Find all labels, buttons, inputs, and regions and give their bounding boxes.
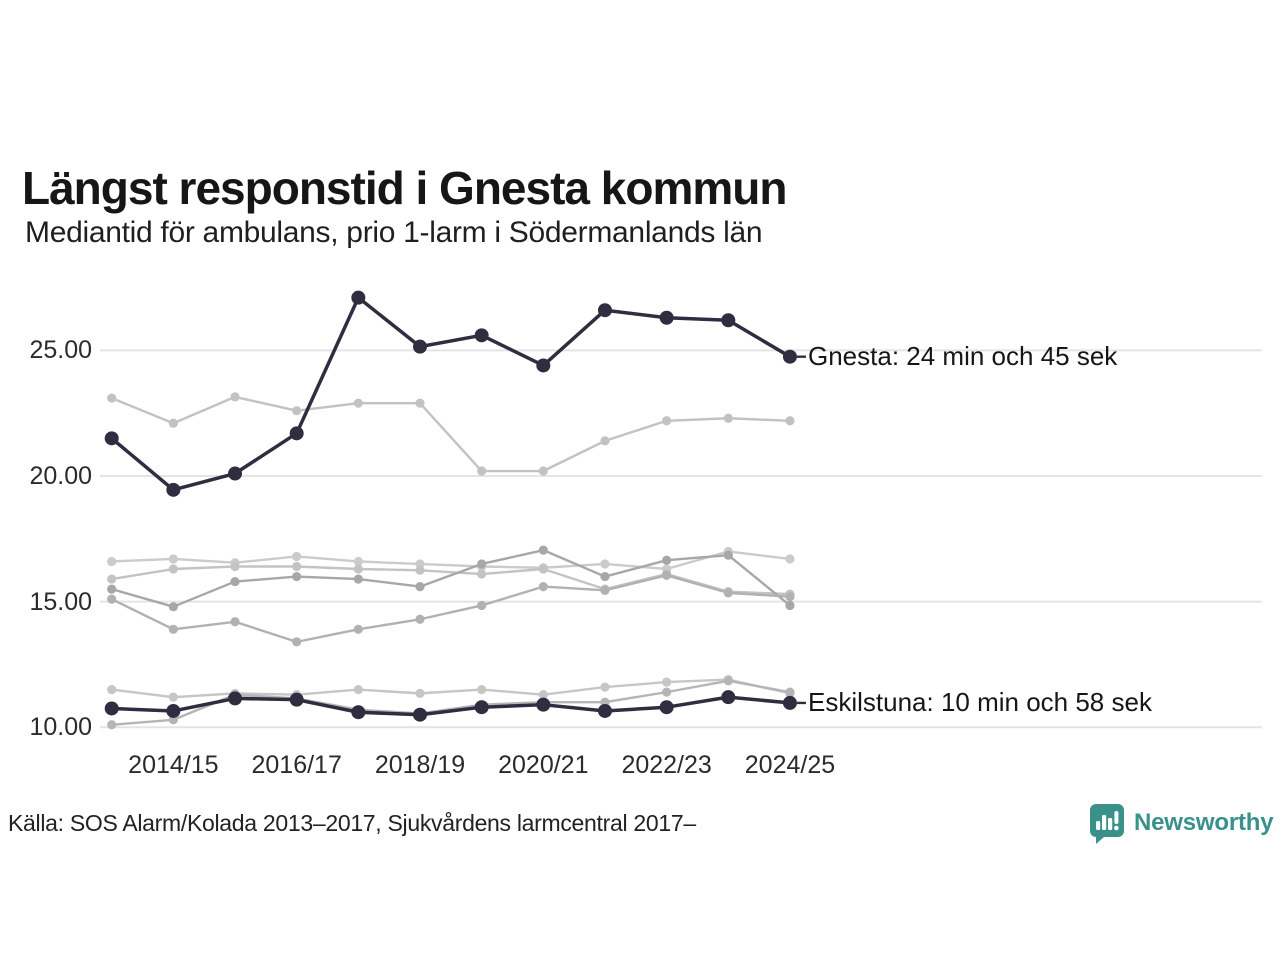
data-point-gnesta bbox=[536, 358, 550, 372]
data-point-eskilstuna bbox=[105, 701, 119, 715]
data-point-other-mid-4 bbox=[230, 617, 239, 626]
source-note: Källa: SOS Alarm/Kolada 2013–2017, Sjukvårdens larmcentral 2017– bbox=[8, 810, 696, 836]
series-line-other-top bbox=[112, 397, 790, 471]
data-point-other-bottom-1 bbox=[477, 685, 486, 694]
x-axis-tick-label: 2024/25 bbox=[744, 751, 836, 779]
data-point-other-mid-3 bbox=[230, 577, 239, 586]
x-axis-tick-label: 2020/21 bbox=[498, 751, 589, 779]
data-point-eskilstuna bbox=[475, 700, 489, 714]
data-point-other-top bbox=[477, 466, 486, 475]
data-point-gnesta bbox=[660, 311, 674, 325]
data-point-other-bottom-2 bbox=[724, 676, 733, 685]
data-point-other-top bbox=[600, 436, 609, 445]
data-point-other-mid-1 bbox=[785, 554, 794, 563]
data-point-other-mid-3 bbox=[169, 602, 178, 611]
data-point-other-top bbox=[539, 466, 548, 475]
data-point-other-mid-1 bbox=[292, 552, 301, 561]
data-point-eskilstuna bbox=[721, 690, 735, 704]
data-point-other-bottom-2 bbox=[785, 688, 794, 697]
data-point-eskilstuna bbox=[166, 704, 180, 718]
data-point-other-mid-2 bbox=[539, 564, 548, 573]
data-point-other-mid-4 bbox=[415, 615, 424, 624]
x-axis-tick-label: 2018/19 bbox=[374, 751, 466, 779]
data-point-eskilstuna bbox=[598, 704, 612, 718]
data-point-other-bottom-1 bbox=[354, 685, 363, 694]
newsworthy-wordmark: Newsworthy bbox=[1134, 809, 1274, 836]
data-point-other-mid-2 bbox=[107, 574, 116, 583]
data-point-other-bottom-1 bbox=[169, 693, 178, 702]
data-point-other-bottom-1 bbox=[662, 677, 671, 686]
newsworthy-logo bbox=[1088, 804, 1273, 848]
data-point-other-mid-3 bbox=[477, 559, 486, 568]
data-point-gnesta bbox=[166, 483, 180, 497]
data-point-other-bottom-1 bbox=[600, 682, 609, 691]
series-line-eskilstuna bbox=[112, 697, 790, 715]
y-axis-tick-label: 20.00 bbox=[29, 462, 92, 491]
data-point-other-mid-2 bbox=[477, 569, 486, 578]
page-title: Längst responstid i Gnesta kommun bbox=[22, 161, 787, 214]
data-point-other-mid-4 bbox=[477, 601, 486, 610]
data-point-other-mid-1 bbox=[169, 554, 178, 563]
data-point-eskilstuna bbox=[660, 700, 674, 714]
data-point-gnesta bbox=[598, 303, 612, 317]
data-point-other-bottom-1 bbox=[107, 685, 116, 694]
data-point-other-mid-4 bbox=[785, 592, 794, 601]
data-point-eskilstuna bbox=[536, 698, 550, 712]
series-line-other-mid-3 bbox=[112, 550, 790, 607]
data-point-other-mid-4 bbox=[662, 571, 671, 580]
data-point-gnesta bbox=[105, 431, 119, 445]
data-point-other-mid-2 bbox=[415, 566, 424, 575]
data-point-gnesta bbox=[228, 467, 242, 481]
data-point-other-mid-2 bbox=[292, 562, 301, 571]
data-point-eskilstuna bbox=[290, 693, 304, 707]
data-point-other-mid-3 bbox=[662, 556, 671, 565]
page-subtitle: Mediantid för ambulans, prio 1-larm i Södermanlands län bbox=[25, 216, 763, 249]
data-point-gnesta bbox=[413, 340, 427, 354]
data-point-other-mid-3 bbox=[785, 601, 794, 610]
data-point-other-mid-3 bbox=[292, 572, 301, 581]
logo-bubble-shape bbox=[1090, 804, 1124, 844]
data-point-other-mid-2 bbox=[169, 564, 178, 573]
data-point-other-top bbox=[230, 392, 239, 401]
x-axis-tick-label: 2022/23 bbox=[621, 751, 712, 779]
data-point-eskilstuna bbox=[228, 691, 242, 705]
data-point-other-top bbox=[169, 419, 178, 428]
series-line-gnesta bbox=[112, 298, 790, 490]
data-point-other-top bbox=[785, 416, 794, 425]
data-point-other-bottom-2 bbox=[107, 720, 116, 729]
data-point-other-mid-2 bbox=[230, 562, 239, 571]
data-point-eskilstuna bbox=[783, 696, 797, 710]
data-point-other-mid-1 bbox=[600, 559, 609, 568]
data-point-other-top bbox=[724, 414, 733, 423]
newsworthy-chart-bubble-icon bbox=[1088, 802, 1126, 851]
x-axis-tick-label: 2014/15 bbox=[128, 751, 219, 779]
x-axis-tick-label: 2016/17 bbox=[251, 751, 342, 779]
data-point-other-mid-3 bbox=[600, 572, 609, 581]
data-point-other-top bbox=[292, 406, 301, 415]
data-point-gnesta bbox=[721, 313, 735, 327]
data-point-other-top bbox=[107, 394, 116, 403]
data-point-other-mid-4 bbox=[292, 637, 301, 646]
data-point-other-mid-4 bbox=[600, 586, 609, 595]
data-point-other-mid-4 bbox=[169, 625, 178, 634]
data-point-other-mid-1 bbox=[107, 557, 116, 566]
data-point-other-mid-2 bbox=[354, 564, 363, 573]
y-axis-tick-label: 10.00 bbox=[29, 713, 92, 742]
data-point-other-mid-3 bbox=[415, 582, 424, 591]
data-point-other-mid-4 bbox=[354, 625, 363, 634]
data-point-gnesta bbox=[290, 426, 304, 440]
data-point-other-mid-3 bbox=[724, 551, 733, 560]
data-point-gnesta bbox=[783, 350, 797, 364]
data-point-other-mid-3 bbox=[107, 585, 116, 594]
y-axis-tick-label: 25.00 bbox=[29, 336, 92, 365]
data-point-other-top bbox=[415, 399, 424, 408]
data-point-gnesta bbox=[351, 291, 365, 305]
series-end-label-gnesta: Gnesta: 24 min och 45 sek bbox=[808, 340, 1118, 371]
data-point-other-mid-3 bbox=[354, 574, 363, 583]
data-point-eskilstuna bbox=[351, 705, 365, 719]
data-point-other-top bbox=[354, 399, 363, 408]
data-point-other-bottom-2 bbox=[662, 688, 671, 697]
series-end-label-eskilstuna: Eskilstuna: 10 min och 58 sek bbox=[808, 686, 1152, 717]
data-point-other-mid-4 bbox=[107, 595, 116, 604]
data-point-other-bottom-1 bbox=[415, 689, 424, 698]
data-point-other-mid-3 bbox=[539, 546, 548, 555]
data-point-other-top bbox=[662, 416, 671, 425]
data-point-gnesta bbox=[475, 328, 489, 342]
series-line-other-mid-4 bbox=[112, 575, 790, 642]
y-axis-tick-label: 15.00 bbox=[29, 587, 92, 616]
data-point-other-mid-4 bbox=[724, 588, 733, 597]
data-point-eskilstuna bbox=[413, 708, 427, 722]
data-point-other-mid-4 bbox=[539, 582, 548, 591]
